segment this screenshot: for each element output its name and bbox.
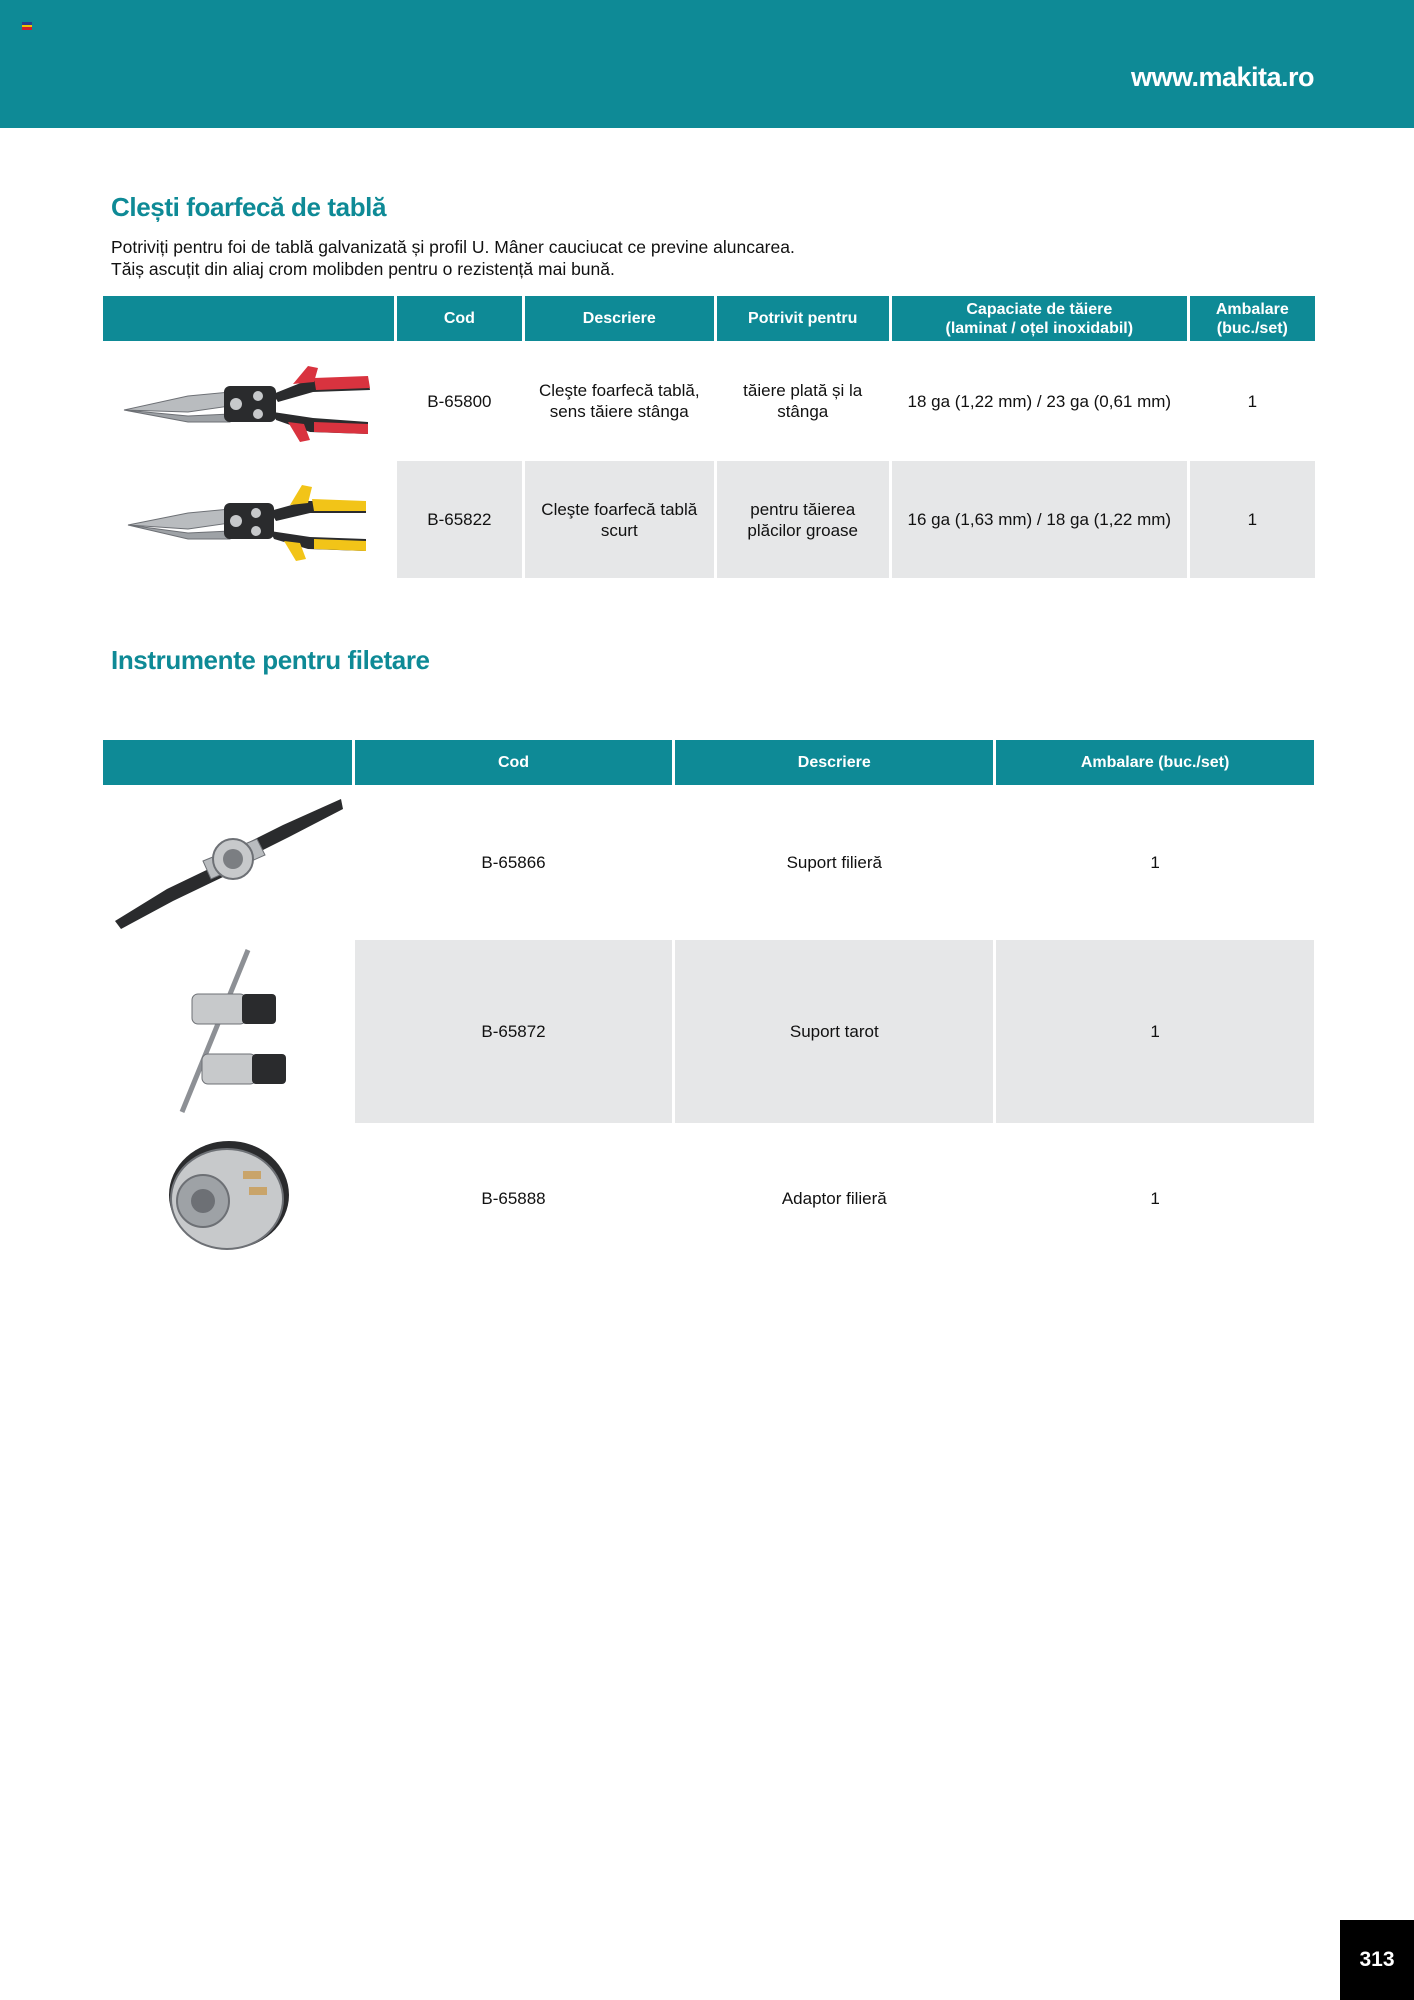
table-row: [103, 785, 1314, 940]
flag-stripe: [22, 27, 32, 30]
cell-descriere: Suport tarot: [675, 940, 993, 1123]
section-intro: [111, 236, 795, 280]
col-header-capacitate: [892, 296, 1187, 341]
cell-line: Cleşte foarfecă tablă: [541, 499, 698, 519]
cell-descriere: [525, 341, 713, 461]
cell-potrivit: [717, 461, 889, 578]
product-image-cell: [103, 785, 352, 940]
yellow-aviation-snips-icon: [118, 475, 378, 565]
cell-cod: B-65888: [481, 1188, 546, 1208]
col-header-cod: Cod: [397, 296, 522, 341]
snips-table: [100, 296, 1318, 578]
table-row: [103, 1123, 1314, 1273]
cell-line: scurt: [600, 520, 638, 540]
cell-descriere: Adaptor filieră: [781, 1188, 887, 1208]
table-header-row: [103, 296, 1315, 341]
page-number: 313: [1340, 1920, 1414, 2000]
die-adaptor-icon: [157, 1131, 297, 1266]
header-line: (buc./set): [1216, 319, 1288, 337]
cell-line: stânga: [777, 402, 829, 421]
cell-ambalare: 1: [1190, 461, 1315, 578]
threading-table: [100, 740, 1317, 1273]
header-line: (laminat / oțel inoxidabil): [945, 319, 1134, 337]
cell-cod: B-65822: [397, 461, 522, 578]
col-header-ambalare: [1190, 296, 1315, 341]
cell-descriere: Suport filieră: [786, 853, 882, 872]
cell-capacitate: 16 ga (1,63 mm) / 18 ga (1,22 mm): [892, 461, 1187, 578]
header-line: Ambalare: [1215, 300, 1289, 318]
cell-line: plăcilor groase: [747, 520, 858, 540]
cell-ambalare: 1: [996, 940, 1314, 1123]
intro-line: Tăiș ascuțit din aliaj crom molibden pentru o rezistență mai bună.: [111, 259, 615, 279]
col-header-ambalare: Ambalare (buc./set): [996, 740, 1314, 785]
header-image-cell: [103, 296, 394, 341]
cell-cod: B-65866: [481, 853, 546, 872]
header-line: Capaciate de tăiere: [966, 300, 1113, 318]
product-image-cell: [103, 461, 394, 578]
cell-cod: B-65800: [427, 391, 492, 411]
cell-ambalare: 1: [1150, 853, 1160, 872]
header-image-cell: [103, 740, 352, 785]
col-header-cod: Cod: [355, 740, 673, 785]
cell-descriere: [525, 461, 713, 578]
handle-color-mark: [312, 499, 366, 511]
die-holder-icon: [107, 793, 347, 933]
table-row: [103, 341, 1315, 461]
cell-ambalare: 1: [1247, 391, 1258, 411]
flag-icon: [22, 22, 32, 30]
handle-color-mark: [314, 376, 370, 390]
cell-potrivit: [717, 341, 889, 461]
cell-cod: B-65872: [355, 940, 673, 1123]
header-bar: [0, 0, 1414, 128]
cell-line: Cleşte foarfecă tablă,: [538, 381, 700, 400]
red-aviation-snips-icon: [118, 356, 378, 446]
cell-line: tăiere plată și la: [743, 381, 863, 400]
intro-line: Potriviți pentru foi de tablă galvanizată și profil U. Mâner cauciucat ce previne aluncarea.: [111, 237, 795, 257]
col-header-descriere: Descriere: [525, 296, 713, 341]
col-header-potrivit: Potrivit pentru: [717, 296, 889, 341]
col-header-descriere: Descriere: [675, 740, 993, 785]
table-header-row: [103, 740, 1314, 785]
product-image-cell: [103, 940, 352, 1123]
table-row: [103, 461, 1315, 578]
cell-line: pentru tăierea: [750, 499, 856, 519]
table-row: [103, 940, 1314, 1123]
handle-color-mark: [314, 539, 366, 551]
section-title-snips: Clești foarfecă de tablă: [111, 192, 387, 222]
cell-line: sens tăiere stânga: [549, 402, 689, 421]
section-title-threading: Instrumente pentru filetare: [111, 645, 430, 675]
product-image-cell: [103, 341, 394, 461]
cell-capacitate: 18 ga (1,22 mm) / 23 ga (0,61 mm): [907, 391, 1172, 411]
handle-color-mark: [314, 422, 368, 434]
website-link[interactable]: www.makita.ro: [1130, 62, 1314, 92]
tap-wrench-icon: [152, 944, 302, 1119]
cell-ambalare: 1: [1150, 1188, 1160, 1208]
product-image-cell: [103, 1123, 352, 1273]
